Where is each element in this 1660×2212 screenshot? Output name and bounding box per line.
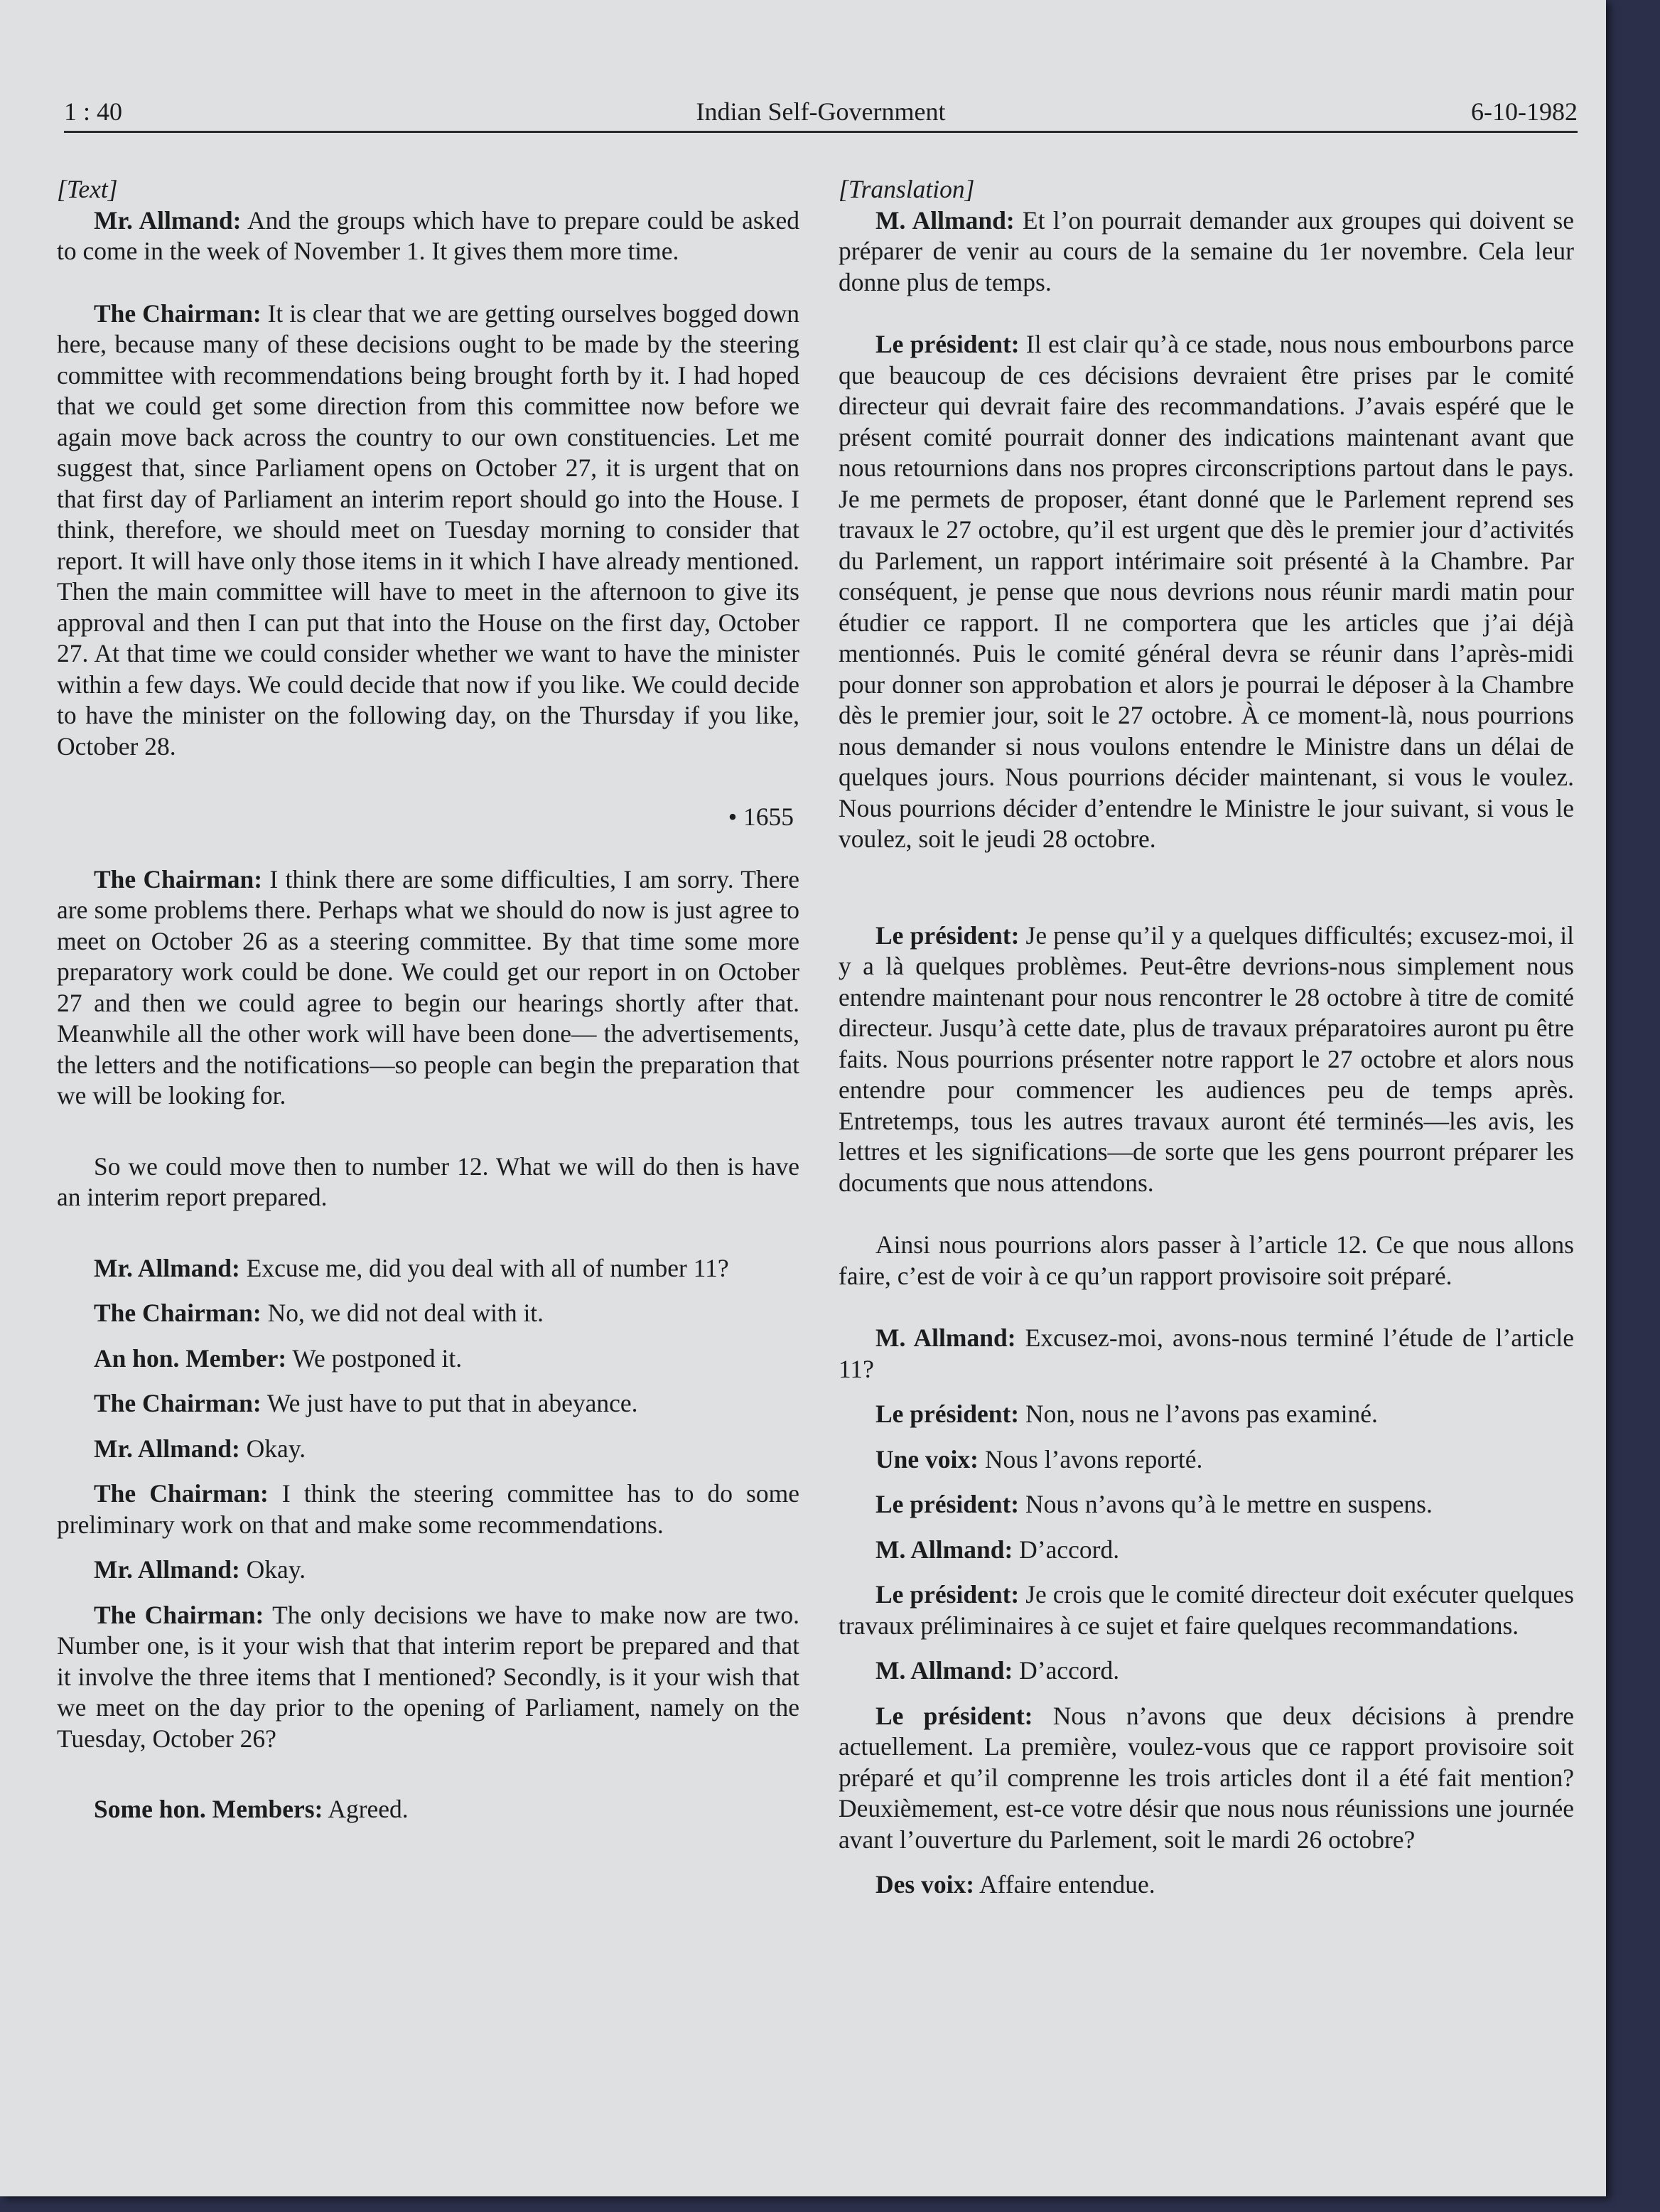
paragraph: Mr. Allmand: Okay. <box>94 1555 306 1584</box>
column-label-translation: [Translation] <box>839 175 975 203</box>
speaker-name: The Chairman: <box>94 1600 264 1629</box>
speaker-name: Mr. Allmand: <box>94 1253 240 1282</box>
paragraph: The Chairman: We just have to put that in abeyance. <box>94 1389 638 1417</box>
paragraph: Mr. Allmand: Excuse me, did you deal with all of number 11? <box>94 1253 729 1282</box>
speaker-name: M. Allmand: <box>875 1324 1016 1352</box>
column-label-text: [Text] <box>57 175 118 203</box>
paragraph: Some hon. Members: Agreed. <box>94 1795 409 1823</box>
paragraph: The Chairman: It is clear that we are getting ourselves bogged down here, because many of these decisions ought to be made by the steering committee with recommendations being brought forth by it. I had hoped that we could get some direction from this committee now before we again move back across the country to our own constituencies. Let me suggest that, since Parliament opens on October 27, it is urgent that on that first day of Parliament an interim report should go into the House. I think, therefore, we should meet on Tuesday morning to consider that report. It will have only those items in it which I have already mentioned. Then the main committee will have to meet in the afternoon to give its approval and then I can put that into the House on the first day, October 27. At that time we could consider whether we want to have the minister within a few days. We could decide that now if you like. We could decide to have the minister on the following day, on the Thursday if you like, October 28. <box>57 299 799 761</box>
paragraph: M. Allmand: Et l’on pourrait demander aux groupes qui doivent se préparer de venir au cours de la semaine du 1er novembre. Cela leur donne plus de temps. <box>839 205 1574 296</box>
paragraph: M. Allmand: D’accord. <box>875 1656 1120 1685</box>
speaker-name: M. Allmand: <box>875 205 1015 235</box>
paragraph: Ainsi nous pourrions alors passer à l’article 12. Ce que nous allons faire, c’est de voir à ce qu’un rapport provisoire soit préparé. <box>839 1230 1574 1290</box>
speaker-name: The Chairman: <box>94 299 262 328</box>
paragraph: The Chairman: I think there are some difficulties, I am sorry. There are some problems there. Perhaps what we should do now is just agree to meet on October 26 as a steering committee. By that time some more preparatory work could be done. We could get our report in on October 27 and then we could agree to begin our hearings shortly after that. Meanwhile all the other work will have been done— the advertisements, the letters and the notifications—so people can begin the preparation that we will be looking for. <box>57 864 799 1110</box>
running-title: Indian Self-Government <box>696 97 946 126</box>
speaker-name: Mr. Allmand: <box>94 205 242 235</box>
speaker-name: Des voix: <box>875 1870 975 1899</box>
paragraph: Le président: Je crois que le comité directeur doit exécuter quelques travaux préliminaires à ce sujet et faire quelques recommandations. <box>839 1580 1574 1640</box>
speaker-name: M. Allmand: <box>875 1656 1013 1685</box>
speaker-name: Le président: <box>875 1701 1033 1730</box>
time-stamp: • 1655 <box>728 802 794 831</box>
speaker-name: Mr. Allmand: <box>94 1434 240 1463</box>
english-column <box>57 174 799 1825</box>
speaker-name: Le président: <box>875 1400 1020 1428</box>
speaker-name: Une voix: <box>875 1444 979 1473</box>
paragraph: The Chairman: The only decisions we have to make now are two. Number one, is it your wish that that interim report be prepared and that it involve the three items that I mentioned? Secondly, is it your wish that we meet on the day prior to the opening of Parliament, namely on the Tuesday, October 26? <box>57 1600 799 1753</box>
paragraph: Le président: Non, nous ne l’avons pas examiné. <box>875 1400 1378 1428</box>
paragraph: Le président: Nous n’avons qu’à le mettre en suspens. <box>875 1490 1433 1518</box>
speaker-name: Le président: <box>875 1490 1020 1518</box>
paragraph: The Chairman: I think the steering committee has to do some preliminary work on that and make some recommendations. <box>57 1479 799 1539</box>
paragraph: Le président: Il est clair qu’à ce stade, nous nous embourbons parce que beaucoup de ces décisions devraient être prises par le comité directeur qui devrait faire des recommandations. J’avais espéré que le présent comité pourrait donner des indications maintenant avant que nous retournions dans nos propres circonscriptions partout dans le pays. Je me permets de proposer, étant donné que le Parlement reprend ses travaux le 27 octobre, qu’il est urgent que dès le premier jour d’activités du Parlement, un rapport intérimaire soit présenté à la Chambre. Par conséquent, je pense que nous devrions nous réunir mardi matin pour étudier ce rapport. Il ne comportera que les articles que j’ai déjà mentionnés. Puis le comité général devra se réunir dans l’après-midi pour donner son approbation et alors je pourrai le déposer à la Chambre dès le premier jour, soit le 27 octobre. À ce moment-là, nous pourrions nous demander si nous voulons entendre le Ministre dans un délai de quelques jours. Nous pourrions décider maintenant, si vous le voulez. Nous pourrions décider d’entendre le Ministre le jour suivant, si vous le voulez, soit le jeudi 28 octobre. <box>839 330 1574 853</box>
paragraph: Mr. Allmand: And the groups which have to prepare could be asked to come in the week of November 1. It gives them more time. <box>57 205 799 265</box>
speaker-name: Le président: <box>875 920 1020 950</box>
paragraph: Mr. Allmand: Okay. <box>94 1434 306 1463</box>
paragraph: Le président: Nous n’avons que deux décisions à prendre actuellement. La première, voulez-vous que ce rapport provisoire soit préparé et qu’il comprenne les trois articles dont il a été fait mention? Deuxièmement, est-ce votre désir que nous nous réunissions une journée avant l’ouverture du Parlement, soit le mardi 26 octobre? <box>839 1701 1574 1854</box>
speaker-name: The Chairman: <box>94 1389 262 1417</box>
paragraph: Des voix: Affaire entendue. <box>875 1870 1155 1899</box>
paragraph: The Chairman: No, we did not deal with it. <box>94 1299 544 1327</box>
speaker-name: The Chairman: <box>94 864 263 893</box>
page-number: 1 : 40 <box>64 97 123 126</box>
speaker-name: Le président: <box>875 330 1020 358</box>
paragraph: Une voix: Nous l’avons reporté. <box>875 1444 1203 1473</box>
paragraph: So we could move then to number 12. What we will do then is have an interim report prepared. <box>57 1151 799 1211</box>
speaker-name: Some hon. Members: <box>94 1795 323 1823</box>
paragraph: An hon. Member: We postponed it. <box>94 1343 463 1373</box>
speaker-name: The Chairman: <box>94 1479 269 1508</box>
page-header <box>64 88 1578 133</box>
speaker-name: Le président: <box>875 1580 1020 1609</box>
speaker-name: An hon. Member: <box>94 1343 287 1373</box>
speaker-name: M. Allmand: <box>875 1535 1013 1564</box>
paragraph: M. Allmand: D’accord. <box>875 1535 1120 1564</box>
french-column <box>839 174 1574 1901</box>
speaker-name: The Chairman: <box>94 1299 262 1327</box>
speaker-name: Mr. Allmand: <box>94 1555 240 1584</box>
sitting-date: 6-10-1982 <box>1471 97 1578 126</box>
paragraph: Le président: Je pense qu’il y a quelques difficultés; excusez-moi, il y a là quelques problèmes. Peut-être devrions-nous simplement nous entendre maintenant pour nous rencontrer le 28 octobre à titre de comité directeur. Jusqu’à cette date, plus de travaux préparatoires auront pu être faits. Nous pourrions présenter notre rapport le 27 octobre et alors nous entendre pour commencer les audiences peu de temps après. Entretemps, tous les autres travaux auront été terminés—les avis, les lettres et les significations—de sorte que les gens pourront préparer les documents que nous attendons. <box>839 920 1574 1197</box>
paragraph: M. Allmand: Excusez-moi, avons-nous terminé l’étude de l’article 11? <box>839 1324 1575 1383</box>
